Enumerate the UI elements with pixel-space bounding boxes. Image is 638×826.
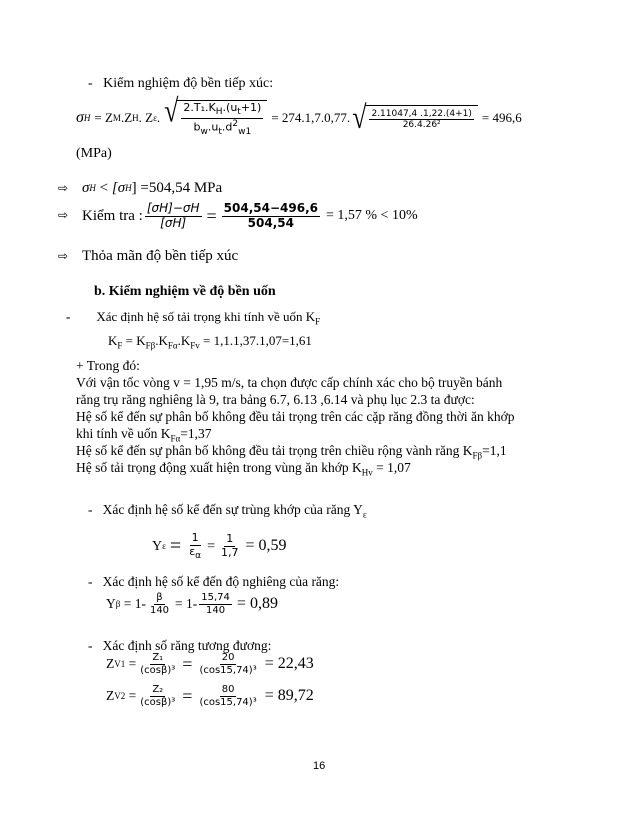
paragraph-line: răng trụ răng nghiêng là 9, tra bảng 6.7, 6.13 ,6.14 và phụ lục 2.3 ta được: [76,392,475,407]
arrow-line-2: ⇨ Kiểm tra : $\frac{[\sigma H]-\sigma H}{[\sigma H]}$ = $\frac{504,54-496,6}{504,54}$ = 1,57 % < 10% [58,201,418,230]
kf-formula: $K_F = K_{F\beta}.K_{F\alpha}.K_{Fv} = 1,1.1,37.1,07=1,61$ [108,333,312,351]
y-eps-formula: Y ε = $\frac{1}{\varepsilon_\alpha}$ = $\frac{1}{1,7}$ = 0,59 [152,531,287,561]
zv2-formula: Z V2 = $\frac{\text{Z₂}}{\text{(cosβ)³}}$ = $\frac{80}{\text{(cos15,74)³}}$ = 89,72 [106,684,314,708]
paragraph-line: Hệ số tải trọng động xuất hiện trong vùng ăn khớp $K_{Hv} = 1,07$ [76,460,411,478]
arrow-line-3: ⇨ Thỏa mãn độ bền tiếp xúc [58,248,239,264]
paragraph-line: Hệ số kể đến sự phân bố không đều tải trọng trên chiều rộng vành răng $K_{F\beta}=1,1$ [76,443,507,461]
paragraph-line: khi tính về uốn $K_{F\alpha}=1,37$ [76,426,212,444]
y-beta-formula: Y β = 1- $\frac{\beta}{140}$ = 1- $\frac{15,74}{140}$ = 0,89 [106,592,278,616]
contact-stress-formula: σ H = Z M .Z H . Z ε . √ $\frac{2.T_1.K_H.(u_t+1)}{b_w.u_t.d^2_{w1}}$ = 274.1,7.0,77. √ $\frac{2.11047,4 .1,22.(4+1)}{\text{26.4.26²}}$ = 496,6 [76,92,522,137]
y-eps-heading: - Xác định hệ số kể đến sự trùng khớp của răng $Y_\varepsilon$ [88,502,367,520]
section-title-bending: b. Kiểm nghiệm về độ bền uốn [94,284,276,299]
paragraph-line: Hệ số kể đến sự phân bố không đều tải trọng trên các cặp răng đồng thời ăn khớp [76,409,515,424]
zv1-formula: Z V1 = $\frac{\text{Z₁}}{\text{(cosβ)³}}$ = $\frac{20}{\text{(cos15,74)³}}$ = 22,43 [106,652,314,676]
arrow-icon: ⇨ [58,208,69,223]
contact-check-heading: - Kiểm nghiệm độ bền tiếp xúc: [88,76,274,91]
kf-heading: - Xác định hệ số tải trọng khi tính về uốn $K_F$ [66,309,321,327]
unit-label: (MPa) [76,146,112,161]
where-label: + Trong đó: [76,358,140,373]
arrow-line-1: ⇨ σ H < [σ H ] =504,54 MPa [58,180,223,196]
page-number: 16 [313,760,326,772]
arrow-icon: ⇨ [58,180,69,195]
paragraph-line: Với vận tốc vòng v = 1,95 m/s, ta chọn được cấp chính xác cho bộ truyền bánh [76,375,503,390]
y-beta-heading: - Xác định hệ số kể đến độ nghiêng của răng: [88,574,340,589]
sqrt-expression-1: √ $\frac{2.T_1.K_H.(u_t+1)}{b_w.u_t.d^2_{w1}}$ [164,100,267,137]
zv-heading: - Xác định số răng tương đương: [88,638,272,653]
sqrt-expression-2: √ $\frac{2.11047,4 .1,22.(4+1)}{\text{26.4.26²}}$ [352,105,478,131]
arrow-icon: ⇨ [58,248,69,263]
